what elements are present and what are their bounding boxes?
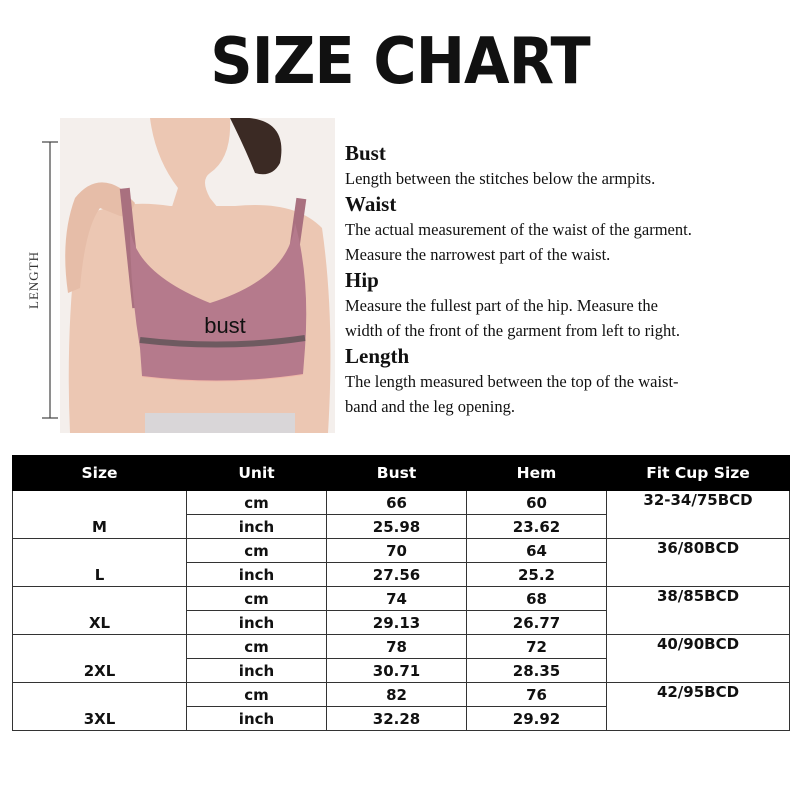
desc-waist — [345, 191, 795, 267]
unit-cell: inch — [187, 659, 327, 683]
hem-cell: 28.35 — [467, 659, 607, 683]
unit-cell: cm — [187, 491, 327, 515]
size-cell: 3XL — [13, 683, 187, 731]
size-cell: 2XL — [13, 635, 187, 683]
hem-cell: 23.62 — [467, 515, 607, 539]
fit-cup-cell: 38/85BCD — [607, 587, 790, 635]
bust-label: bust — [204, 313, 246, 338]
model-photo — [60, 118, 335, 433]
unit-cell: inch — [187, 515, 327, 539]
header-size: Size — [13, 456, 187, 491]
size-cell: XL — [13, 587, 187, 635]
desc-line: Measure the narrowest part of the waist. — [345, 245, 611, 264]
desc-heading: Hip — [345, 268, 379, 292]
bust-cell: 30.71 — [327, 659, 467, 683]
bust-cell: 32.28 — [327, 707, 467, 731]
unit-cell: cm — [187, 683, 327, 707]
fit-cup-cell: 40/90BCD — [607, 635, 790, 683]
bust-cell: 78 — [327, 635, 467, 659]
desc-heading: Waist — [345, 192, 397, 216]
desc-line: Length between the stitches below the armpits. — [345, 169, 656, 188]
table-row — [13, 491, 790, 515]
desc-line: The actual measurement of the waist of the garment. — [345, 220, 692, 239]
desc-line: The length measured between the top of the waist- — [345, 372, 679, 391]
unit-cell: cm — [187, 587, 327, 611]
desc-line: Measure the fullest part of the hip. Measure the — [345, 296, 658, 315]
hem-cell: 26.77 — [467, 611, 607, 635]
table-row — [13, 635, 790, 659]
table-row — [13, 587, 790, 611]
header-unit: Unit — [187, 456, 327, 491]
desc-line: band and the leg opening. — [345, 397, 515, 416]
desc-length — [345, 343, 795, 419]
unit-cell: inch — [187, 563, 327, 587]
size-table — [12, 455, 790, 731]
size-cell: M — [13, 491, 187, 539]
unit-cell: cm — [187, 539, 327, 563]
bust-cell: 66 — [327, 491, 467, 515]
bust-cell: 74 — [327, 587, 467, 611]
fit-cup-cell: 32-34/75BCD — [607, 491, 790, 539]
hem-cell: 68 — [467, 587, 607, 611]
fit-cup-cell: 36/80BCD — [607, 539, 790, 587]
fit-cup-cell: 42/95BCD — [607, 683, 790, 731]
bust-cell: 82 — [327, 683, 467, 707]
table-row — [13, 539, 790, 563]
hem-cell: 25.2 — [467, 563, 607, 587]
unit-cell: cm — [187, 635, 327, 659]
bust-cell: 25.98 — [327, 515, 467, 539]
desc-heading: Length — [345, 344, 410, 368]
bust-cell: 70 — [327, 539, 467, 563]
desc-hip — [345, 267, 795, 343]
page-title: SIZE CHART — [210, 25, 590, 99]
desc-heading: Bust — [345, 141, 386, 165]
table-row — [13, 683, 790, 707]
desc-bust — [345, 140, 795, 191]
unit-cell: inch — [187, 611, 327, 635]
size-cell: L — [13, 539, 187, 587]
hem-cell: 72 — [467, 635, 607, 659]
bust-cell: 27.56 — [327, 563, 467, 587]
header-hem: Hem — [467, 456, 607, 491]
hem-cell: 64 — [467, 539, 607, 563]
hem-cell: 60 — [467, 491, 607, 515]
hem-cell: 29.92 — [467, 707, 607, 731]
hem-cell: 76 — [467, 683, 607, 707]
table-header-row — [13, 456, 790, 491]
desc-line: width of the front of the garment from left to right. — [345, 321, 680, 340]
unit-cell: inch — [187, 707, 327, 731]
bust-cell: 29.13 — [327, 611, 467, 635]
length-axis-label: LENGTH — [26, 251, 41, 309]
header-bust: Bust — [327, 456, 467, 491]
measurement-descriptions — [345, 140, 795, 419]
header-fit-cup: Fit Cup Size — [607, 456, 790, 491]
